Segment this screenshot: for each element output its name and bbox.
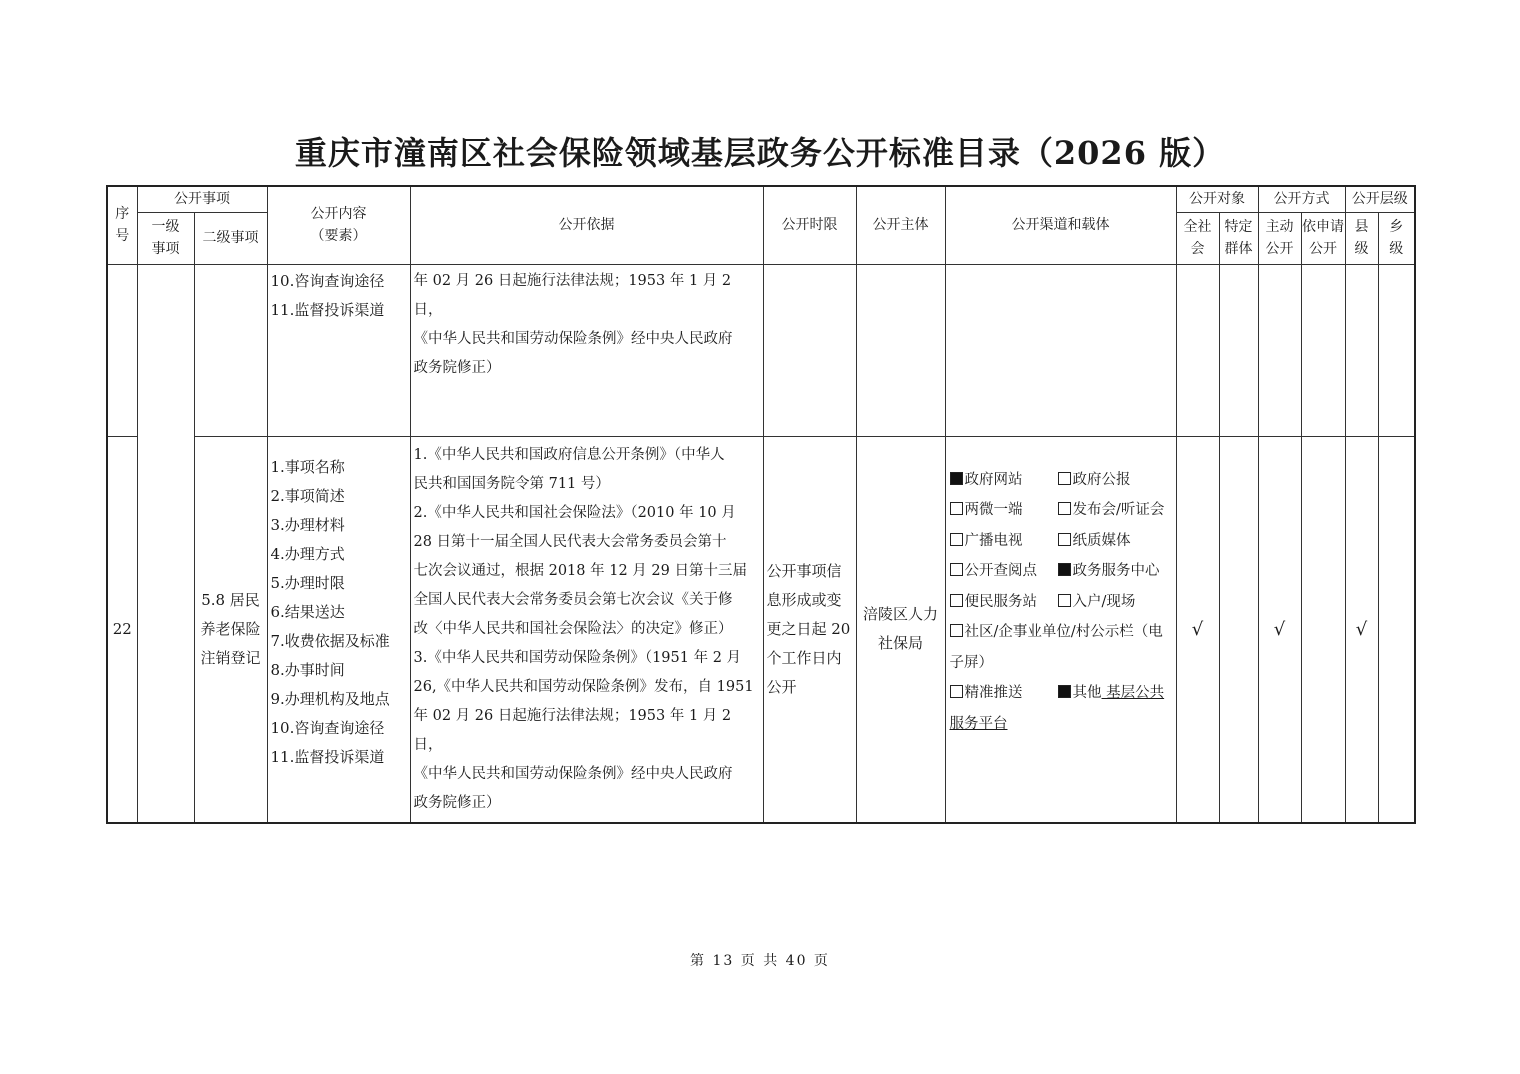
page-footer: 第 13 页 共 40 页 — [690, 953, 830, 969]
header-method-group: 公开方式 — [1258, 186, 1345, 212]
header-seq: 序 号 — [107, 186, 137, 264]
basis-line: 《中华人民共和国劳动保险条例》经中央人民政府 — [413, 330, 733, 347]
list-item: 6.结果送达 — [270, 602, 345, 621]
row-level2 — [194, 436, 267, 823]
header-level1: 一级 事项 — [137, 212, 194, 264]
channel-press — [1058, 495, 1165, 526]
row-specific-group — [1219, 436, 1258, 823]
page-title: 重庆市潼南区社会保险领域基层政务公开标准目录（2026 版） — [294, 134, 1226, 172]
checkbox-icon — [1058, 563, 1071, 576]
basis-line: 年 02 月 26 日起施行法律法规；1953 年 1 月 2 日， — [413, 272, 732, 318]
list-item: 11.监督投诉渠道 — [270, 300, 385, 319]
checkbox-icon — [950, 594, 963, 607]
basis-line: 26,《中华人民共和国劳动保险条例》发布，自 1951 — [413, 678, 754, 695]
channel-label: 发布会/听证会 — [1072, 502, 1165, 518]
channel-label: 其他 — [1072, 685, 1102, 701]
checkbox-icon — [1058, 594, 1071, 607]
cont-specific-group-cell — [1219, 264, 1258, 436]
basis-line: 改〈中华人民共和国社会保险法〉的决定》修正） — [413, 620, 733, 637]
channel-label: 便民服务站 — [964, 593, 1037, 610]
table-row — [107, 436, 1415, 823]
channel-push — [950, 678, 1058, 709]
list-item: 2.事项简述 — [270, 486, 345, 505]
checkbox-icon — [950, 472, 963, 485]
channel-gov-site — [950, 465, 1058, 496]
table-row — [107, 264, 1415, 436]
channel-other-value-cont: 服务平台 — [949, 715, 1008, 732]
channel-door-to-door — [1058, 587, 1136, 618]
list-item: 5.办理时限 — [270, 573, 345, 592]
list-item: 10.咨询查询途径 — [270, 718, 385, 737]
basis-line: 民共和国国务院令第 711 号） — [413, 475, 610, 492]
row-active: √ — [1258, 436, 1301, 823]
channel-other-value: 基层公共 — [1101, 685, 1165, 701]
level2-line: 养老保险 — [200, 619, 261, 638]
header-on-request: 依申请 公开 — [1301, 212, 1345, 264]
channel-label: 政务服务中心 — [1072, 563, 1160, 579]
header-level2: 二级事项 — [194, 212, 267, 264]
row-subject — [856, 436, 945, 823]
header-township: 乡 级 — [1378, 212, 1415, 264]
basis-line: 年 02 月 26 日起施行法律法规；1953 年 1 月 2 日， — [413, 707, 732, 753]
checkbox-icon — [1058, 685, 1071, 698]
channel-label: 入户/现场 — [1072, 593, 1136, 610]
header-specific-group: 特定 群体 — [1219, 212, 1258, 264]
header-subject: 公开主体 — [856, 186, 945, 264]
header-channel: 公开渠道和载体 — [945, 186, 1176, 264]
channel-label: 纸质媒体 — [1072, 532, 1131, 549]
row-all-society: √ — [1176, 436, 1219, 823]
channel-service-center — [1058, 556, 1160, 587]
checkbox-icon — [950, 533, 963, 546]
cont-all-society-cell — [1176, 264, 1219, 436]
time-line: 公开 — [766, 677, 797, 696]
channel-service-station — [950, 587, 1058, 618]
channel-gov-gazette — [1058, 465, 1131, 496]
basis-line: 3.《中华人民共和国劳动保险条例》（1951 年 2 月 — [413, 649, 742, 666]
header-target-group: 公开对象 — [1176, 186, 1258, 212]
channel-label: 政府网站 — [964, 471, 1023, 488]
channel-label: 精准推送 — [964, 685, 1023, 701]
time-line: 公开事项信 — [766, 561, 842, 580]
list-item: 9.办理机构及地点 — [270, 689, 390, 708]
row-seq: 22 — [107, 436, 137, 823]
checkbox-icon — [1058, 533, 1071, 546]
list-item: 11.监督投诉渠道 — [270, 747, 385, 766]
channel-other — [1058, 678, 1165, 709]
cont-on-request-cell — [1301, 264, 1345, 436]
level2-line: 注销登记 — [200, 648, 261, 667]
time-line: 个工作日内 — [766, 648, 842, 667]
cont-time-cell — [763, 264, 856, 436]
header-level-group: 公开层级 — [1345, 186, 1415, 212]
cont-subject-cell — [856, 264, 945, 436]
level2-line: 5.8 居民 — [201, 590, 260, 609]
basis-line: 政务院修正） — [413, 794, 501, 811]
channel-label: 两微一端 — [964, 502, 1023, 518]
row-basis — [410, 436, 763, 823]
channel-two-micro — [950, 495, 1058, 526]
basis-line: 政务院修正） — [413, 359, 501, 376]
checkbox-icon — [950, 624, 963, 637]
channel-label: 公开查阅点 — [964, 563, 1037, 579]
cont-channel-cell — [945, 264, 1176, 436]
basis-line: 1.《中华人民共和国政府信息公开条例》（中华人 — [413, 446, 725, 463]
subject-line: 社保局 — [877, 634, 923, 652]
list-item: 7.收费依据及标准 — [270, 631, 390, 650]
header-basis: 公开依据 — [410, 186, 763, 264]
list-item: 8.办事时间 — [270, 660, 345, 679]
cont-level2-cell — [194, 264, 267, 436]
channel-label-cont: 子屏） — [949, 654, 993, 671]
cont-active-cell — [1258, 264, 1301, 436]
channel-broadcast — [950, 526, 1058, 557]
row-county: √ — [1345, 436, 1378, 823]
channel-label: 广播电视 — [964, 532, 1023, 549]
checkbox-icon — [1058, 502, 1071, 515]
channel-paper — [1058, 526, 1131, 557]
checkbox-icon — [950, 685, 963, 698]
cont-content-cell — [267, 264, 410, 436]
header-content: 公开内容 （要素） — [267, 186, 410, 264]
level1-cell — [137, 264, 194, 823]
channel-label: 政府公报 — [1072, 471, 1131, 488]
list-item: 1.事项名称 — [270, 457, 345, 476]
catalog-table — [106, 185, 1416, 824]
subject-line: 涪陵区人力 — [862, 605, 938, 623]
list-item: 4.办理方式 — [270, 544, 345, 563]
checkbox-icon — [950, 502, 963, 515]
row-time-limit — [763, 436, 856, 823]
list-item: 3.办理材料 — [270, 515, 345, 534]
cont-county-cell — [1345, 264, 1378, 436]
basis-line: 《中华人民共和国劳动保险条例》经中央人民政府 — [413, 765, 733, 782]
channel-reading-point — [950, 556, 1058, 587]
checkbox-icon — [1058, 472, 1071, 485]
row-content — [267, 436, 410, 823]
header-active: 主动 公开 — [1258, 212, 1301, 264]
time-line: 更之日起 20 — [766, 619, 851, 638]
header-county: 县 级 — [1345, 212, 1378, 264]
list-item: 10.咨询查询途径 — [270, 271, 385, 290]
channel-label: 社区/企事业单位/村公示栏（电 — [964, 624, 1163, 640]
cont-seq-cell — [107, 264, 137, 436]
basis-line: 2.《中华人民共和国社会保险法》（2010 年 10 月 — [413, 504, 736, 521]
basis-line: 七次会议通过，根据 2018 年 12 月 29 日第十三届 — [413, 562, 747, 579]
checkbox-icon — [950, 563, 963, 576]
cont-township-cell — [1378, 264, 1415, 436]
header-item-group: 公开事项 — [137, 186, 267, 212]
cont-basis-cell — [410, 264, 763, 436]
row-on-request — [1301, 436, 1345, 823]
basis-line: 28 日第十一届全国人民代表大会常务委员会第十 — [413, 533, 727, 550]
header-all-society: 全社 会 — [1176, 212, 1219, 264]
time-line: 息形成或变 — [766, 590, 842, 609]
channel-bulletin — [950, 617, 1172, 648]
basis-line: 全国人民代表大会常务委员会第七次会议《关于修 — [413, 591, 733, 608]
header-time-limit: 公开时限 — [763, 186, 856, 264]
row-township — [1378, 436, 1415, 823]
row-channels — [945, 436, 1176, 823]
